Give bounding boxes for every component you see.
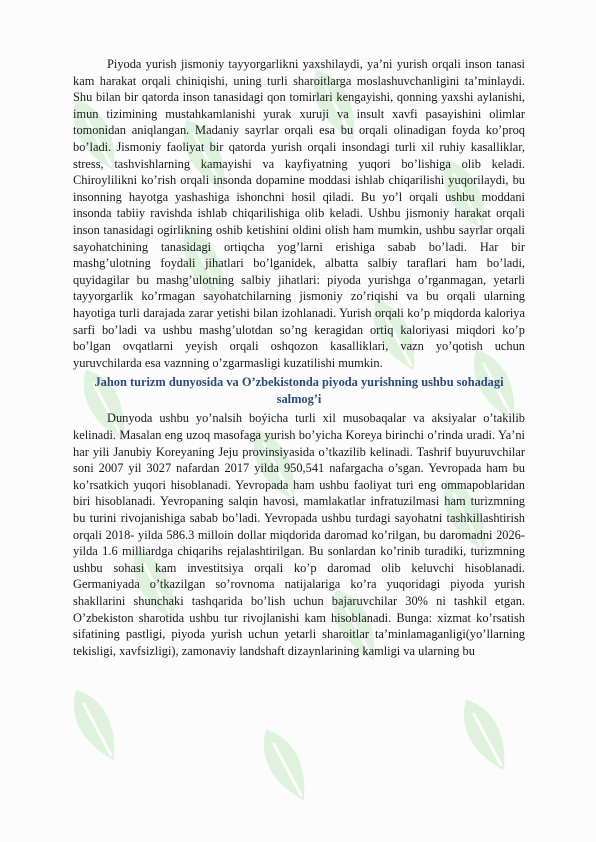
body-paragraph-2: Dunyoda ushbu yo’nalsih boýicha turli xil musobaqalar va aksiyalar o’takilib kelinadi. Masalan eng uzoq masofaga yurish bo’yicha Koreya birinchi o’rinda uradi. Ya’ni har yili Janubiy Koreyaning Jeju provinsiyasida o’tkazilib kelinadi. Tashrif buyuruvchilar soni 2007 yil 3027 nafardan 2017 yilda 950,541 nafargacha o’sgan. Yevropada ham bu ko’rsatkich yuqori hisoblanadi. Yevropada ham ushbu faoliyat turi eng ommapoblaridan biri hisoblanadi. Yevropaning salqin havosi, mamlakatlar infratuzilmasi ham turizmning bu turini rivojanishiga sabab bo’ladi. Yevropada ushbu turdagi sayohatni tashkillashtirish orqali 2018- yilda 586.3 milloin dollar miqdorida daromad ko’rilgan, bu daromadni 2026-yilda 1.6 milliardga chiqarihs rejalashtirilgan. Bu sonlardan ko’rinib turadiki, turizmning ushbu sohasi kam investitsiya orqali ko’p daromad olib keluvchi hisoblanadi. Germaniyada o’tkazilgan so’rovnoma natijalariga ko’ra yuqoridagi piyoda yurish shakllarini shunchaki tashqarida bo’lish uchun bajaruvchilar 30% ni tashkil etgan. O’zbekiston sharotida ushbu tur rivojlanishi kam hisoblanadi. Bunga: xizmat ko’rsatish sifatining pastligi, piyoda yurish uchun yetarli sharoitlar ta’minlamaganligi(yo’llarning tekisligi, xavfsizligi), zamonaviy landshaft dizaynlarining kamligi va ularning bu bbox=[73, 411, 525, 658]
section-heading: Jahon turizm dunyosida va O’zbekistonda piyoda yurishning ushbu sohadagi salmog’i bbox=[94, 375, 504, 406]
document-page bbox=[73, 56, 525, 659]
leaf-logo-icon bbox=[433, 679, 537, 791]
leaf-logo-icon bbox=[43, 669, 147, 781]
body-paragraph-1: Piyoda yurish jismoniy tayyorgarlikni yaxshilaydi, ya’ni yurish orqali inson tanasi kam harakat orqali chiniqishi, uning turli sharoitlarga moslashuvchanligini ta’minlaydi. Shu bilan bir qatorda inson tanasidagi qon tomirlari kengayishi, qonning yaxshi aylanishi, imun tizimining mustahkamlanishi yurak xuruji va insult xavfi pasayishini olimlar tomonidan aniqlangan. Madaniy sayrlar orqali esa bu orqali olinadigan foyda ko’proq bo’ladi. Jismoniy faoliyat bir qatorda yurish orqali insondagi turli xil ruhiy kasalliklar, stress, tashvishlarning kamayishi va kayfiyatning yuqori bo’lishiga olib keladi. Chiroylilikni ko’rish orqali insonda dopamine moddasi ishlab chiqarilishi yuqorilaydi, bu insonning hayotga yashashiga ishonchni hosil qiladi. Bu yo’l orqali ushbu moddani insonda tabiiy ravishda ishlab chiqarilishiga olib keladi. Ushbu jismoniy harakat orqali inson tanasidagi ogirlikning oshib ketishini oldini olish ham mumkin, ushbu sayrlar orqali sayohatchining tanasidagi ortiqcha yog’larni erishiga sabab bo’ladi. Har bir mashg’ulotning foydali jihatlari bo’lganidek, albatta salbiy taraflari ham bo’ladi, quyidagilar bu mashg’ulotning salbiy jihatlari: piyoda yurishga o’rganmagan, yetarli tayyorgarlik ko’rmagan sayohatchilarning jismoniy zo’riqishi va bu orqali ularning hayotiga turli darajada zarar yetishi bilan izohlanadi. Yurish orqali ko’p miqdorda kaloriya sarfi bo’ladi va ushbu mashg’ulotdan so’ng keragidan ortiq kaloriyasi miqdori ko’p bo’lgan ovqatlarni yeyish orqali oshqozon kasalliklari, vazn yo’qotish uchun yuruvchilarda esa vaznning o’zgarmasligi kuzatilishi mumkin. bbox=[73, 57, 525, 370]
leaf-logo-icon bbox=[233, 709, 337, 821]
